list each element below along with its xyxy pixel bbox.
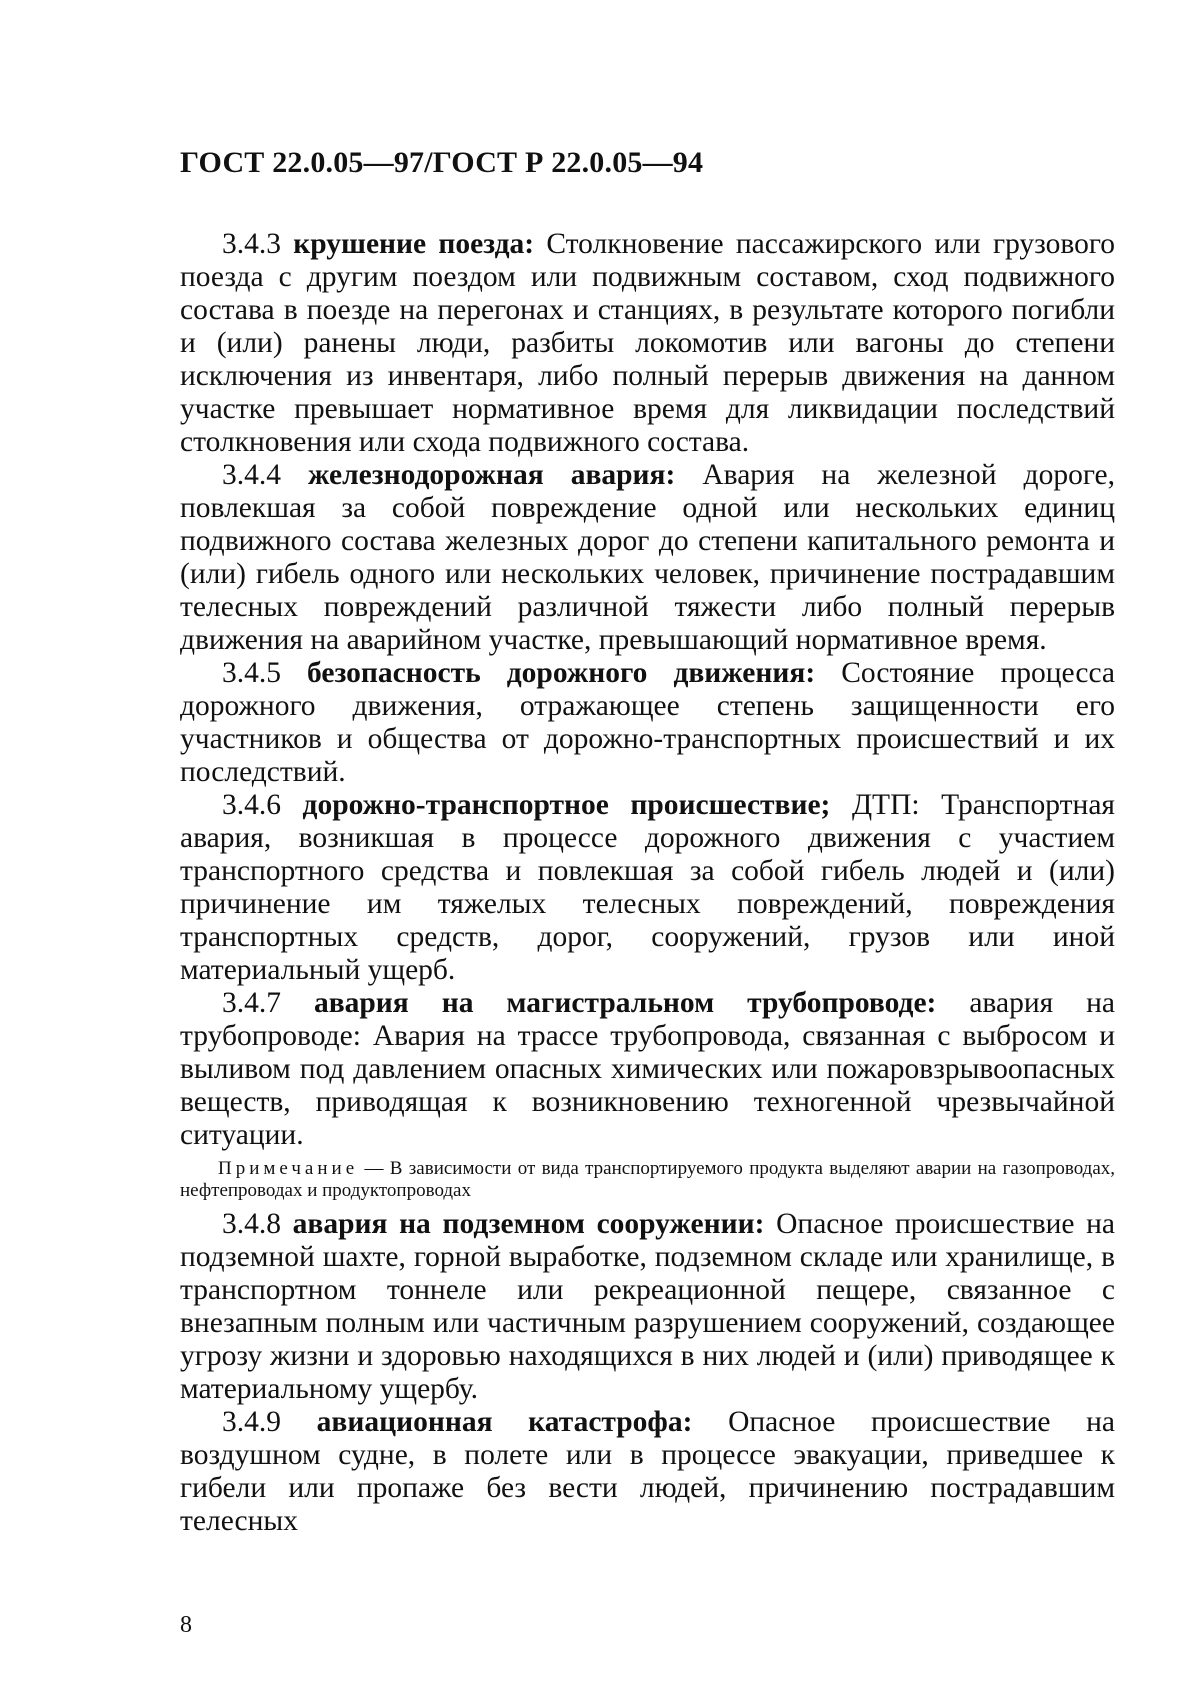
paragraph-3-4-5: 3.4.5 безопасность дорожного движения: Состояние процесса дорожного движения, отражающее степень защищенности его участников и общества от дорожно-транспортных происшествий и их последствий.	[180, 657, 1115, 788]
note: Примечание — В зависимости от вида транспортируемого продукта выделяют аварии на газопроводах, нефтепроводах и продуктопроводах	[180, 1158, 1115, 1201]
term: железнодорожная авария:	[308, 459, 676, 491]
paragraph-3-4-8: 3.4.8 авария на подземном сооружении: Опасное происшествие на подземной шахте, горной выработке, подземном складе или хранилище, в транспортном тоннеле или рекреационной пещере, связанное с внезапным полным или частичным разрушением сооружений, создающее угрозу жизни и здоровью находящихся в них людей и (или) приводящее к материальному ущербу.	[180, 1208, 1116, 1405]
paragraph-3-4-7: 3.4.7 авария на магистральном трубопроводе: авария на трубопроводе: Авария на трассе трубопровода, связанная с выбросом и выливом под давлением опасных химических или пожаровзрывоопасных веществ, приводящая к возникновению техногенной чрезвычайной ситуации.	[180, 987, 1116, 1151]
paragraph-3-4-9: 3.4.9 авиационная катастрофа: Опасное происшествие на воздушном судне, в полете или в процессе эвакуации, приведшее к гибели или пропаже без вести людей, причинению пострадавшим телесных	[180, 1406, 1116, 1537]
page-header: ГОСТ 22.0.05—97/ГОСТ Р 22.0.05—94	[180, 146, 704, 179]
page-number: 8	[180, 1612, 192, 1638]
term: авария на подземном сооружении:	[292, 1208, 765, 1240]
term: крушение поезда:	[293, 228, 535, 260]
paragraph-3-4-6: 3.4.6 дорожно-транспортное происшествие; ДТП: Транспортная авария, возникшая в процессе дорожного движения с участием транспортного средства и повлекшая за собой гибель людей и (или) причинение им тяжелых телесных повреждений, повреждения транспортных средств, дорог, сооружений, грузов или иной материальный ущерб.	[180, 789, 1115, 986]
paragraph-3-4-4: 3.4.4 железнодорожная авария: Авария на железной дороге, повлекшая за собой повреждение одной или нескольких единиц подвижного состава железных дорог до степени капитального ремонта и (или) гибель одного или нескольких человек, причинение пострадавшим телесных повреждений различной тяжести либо полный перерыв движения на аварийном участке, превышающий нормативное время.	[180, 459, 1115, 656]
term: авария на магистральном трубопроводе:	[313, 987, 937, 1019]
term: дорожно-транспортное происшествие;	[302, 789, 831, 821]
document-body	[180, 228, 1115, 1538]
term: авиационная катастрофа:	[316, 1406, 693, 1438]
paragraph-3-4-3: 3.4.3 крушение поезда: Столкновение пассажирского или грузового поезда с другим поездом или подвижным составом, сход подвижного состава в поезде на перегонах и станциях, в результате которого погибли и (или) ранены люди, разбиты локомотив или вагоны до степени исключения из инвентаря, либо полный перерыв движения на данном участке превышает нормативное время для ликвидации последствий столкновения или схода подвижного состава.	[180, 228, 1116, 458]
note-label: Примечание	[218, 1158, 359, 1179]
term: безопасность дорожного движения:	[307, 657, 816, 689]
